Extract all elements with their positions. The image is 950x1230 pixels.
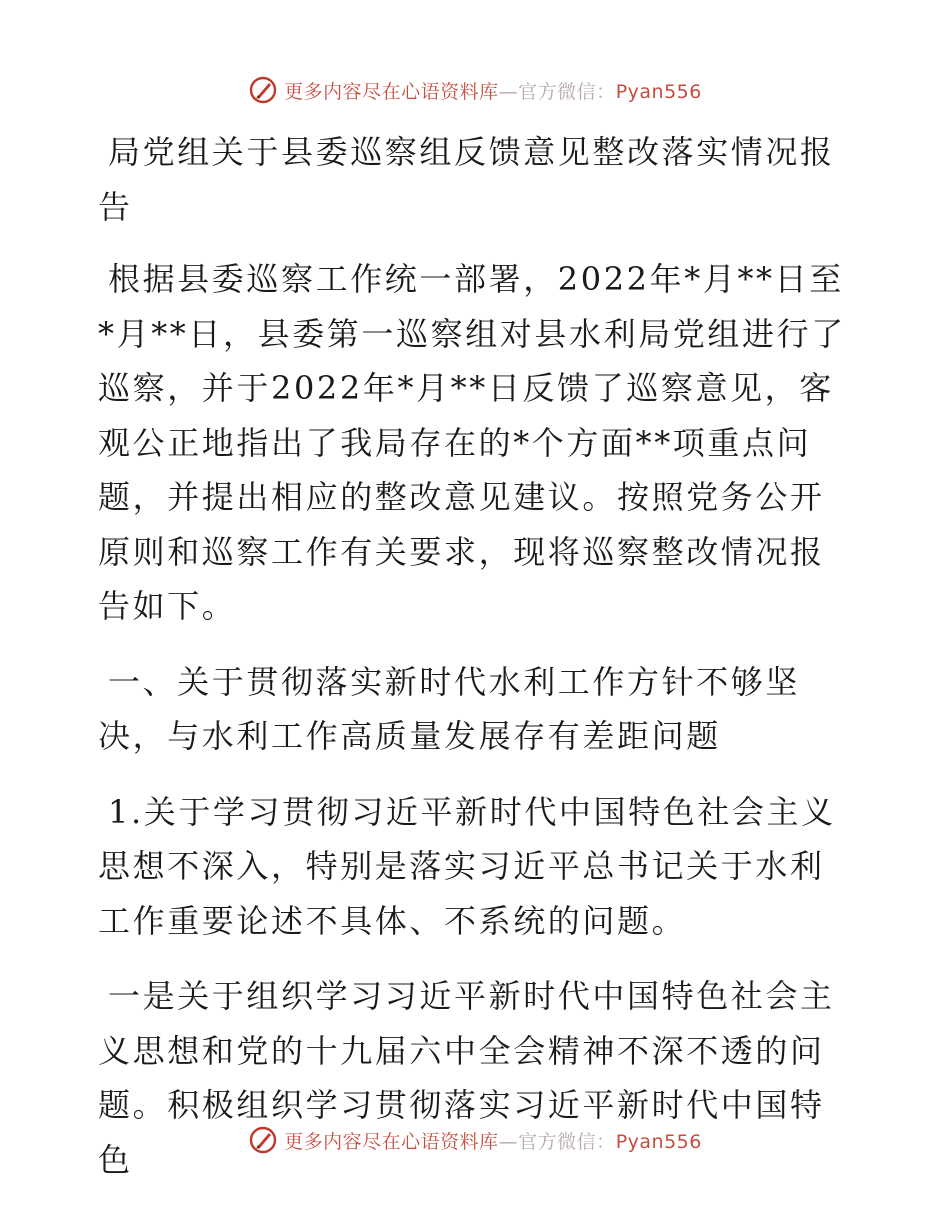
document-title-text: 局党组关于县委巡察组反馈意见整改落实情况报告 [98, 133, 835, 226]
watermark-brand: 更多内容尽在心语资料库 [284, 80, 499, 103]
paragraph-text: 根据县委巡察工作统一部署，2022年*月**日至*月**日，县委第一巡察组对县水利局党组进行了巡察，并于2022年*月**日反馈了巡察意见，客观公正地指出了我局存在的*个方面**项重点问题，并提出相应的整改意见建议。按照党务公开原则和巡察工作有关要求，现将巡察整改情况报告如下。 [98, 260, 846, 625]
document-title [98, 125, 858, 234]
document-body [98, 125, 858, 1208]
section-heading-text: 一、关于贯彻落实新时代水利工作方针不够坚决，与水利工作高质量发展存有差距问题 [98, 662, 801, 755]
section-heading-1 [98, 655, 858, 764]
watermark-header [0, 70, 950, 110]
watermark-text [284, 1127, 702, 1154]
watermark-footer [0, 1120, 950, 1160]
watermark-official-label: 官方微信： [518, 80, 616, 103]
watermark-separator: — [498, 80, 519, 103]
watermark-separator: — [498, 1130, 519, 1153]
quill-logo-icon [248, 1125, 278, 1155]
paragraph-2 [98, 785, 858, 949]
quill-logo-icon [248, 75, 278, 105]
watermark-text [284, 77, 702, 104]
paragraph-text: 1.关于学习贯彻习近平新时代中国特色社会主义思想不深入，特别是落实习近平总书记关于水利工作重要论述不具体、不系统的问题。 [98, 792, 836, 940]
watermark-brand: 更多内容尽在心语资料库 [284, 1130, 499, 1153]
watermark-account: Pyan556 [615, 80, 702, 103]
paragraph-text: 一是关于组织学习习近平新时代中国特色社会主义思想和党的十九届六中全会精神不深不透的问题。积极组织学习贯彻落实习近平新时代中国特色 [98, 977, 835, 1179]
watermark-official-label: 官方微信： [518, 1130, 616, 1153]
paragraph-1 [98, 252, 858, 634]
watermark-account: Pyan556 [615, 1130, 702, 1153]
